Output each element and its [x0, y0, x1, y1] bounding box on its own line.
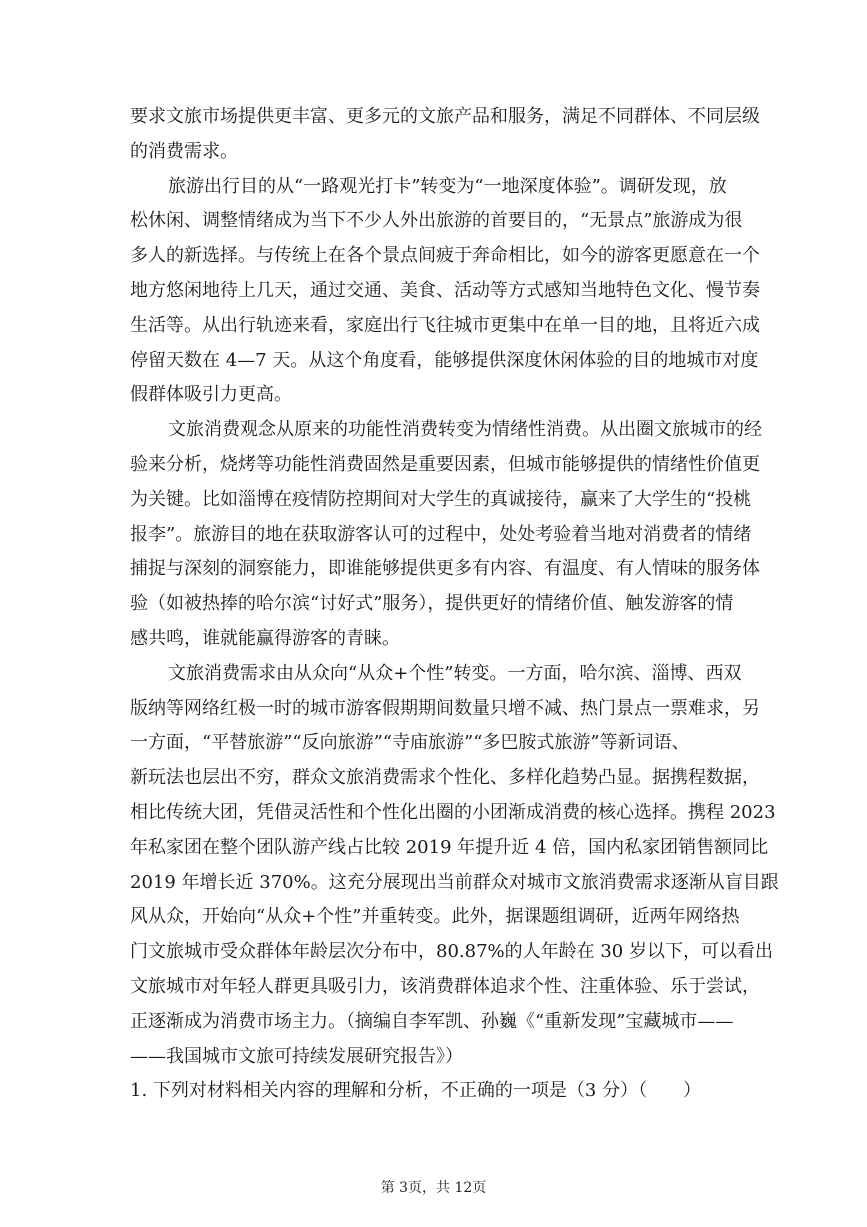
paragraph-line: 旅游出行目的从“一路观光打卡”转变为“一地深度体验”。调研发现，放 [168, 175, 727, 197]
paragraph-line: 文旅城市对年轻人群更具吸引力，该消费群体追求个性、注重体验、乐于尝试， [130, 975, 760, 997]
paragraph-line: 捕捉与深刻的洞察能力，即谁能够提供更多有内容、有温度、有人情味的服务体 [130, 558, 760, 580]
paragraph-line: 相比传统大团，凭借灵活性和个性化出圈的小团渐成消费的核心选择。携程 2023 [130, 801, 776, 823]
paragraph-line: 地方悠闲地待上几天，通过交通、美食、活动等方式感知当地特色文化、慢节奏 [130, 279, 760, 301]
paragraph-line: 新玩法也层出不穷，群众文旅消费需求个性化、多样化趋势凸显。据携程数据， [130, 767, 760, 789]
paragraph-line: 验（如被热捧的哈尔滨“讨好式”服务），提供更好的情绪价值、触发游客的情 [130, 593, 734, 615]
paragraph-line: 文旅消费观念从原来的功能性消费转变为情绪性消费。从出圈文旅城市的经 [168, 419, 762, 441]
paragraph-line: 风从众，开始向“从众+个性”并重转变。此外，据课题组调研，近两年网络热 [130, 906, 740, 928]
paragraph-line: 为关键。比如淄博在疫情防控期间对大学生的真诚接待，赢来了大学生的“投桃 [130, 488, 752, 510]
paragraph-line: 松休闲、调整情绪成为当下不少人外出旅游的首要目的，“无景点”旅游成为很 [130, 210, 743, 232]
paragraph-line: 停留天数在 4—7 天。从这个角度看，能够提供深度休闲体验的目的地城市对度 [130, 349, 759, 371]
article-body [130, 100, 779, 1109]
paragraph-line: 的消费需求。 [130, 140, 238, 162]
question-stem: 1. 下列对材料相关内容的理解和分析，不正确的一项是（3 分）（ ） [130, 1080, 702, 1102]
paragraph-line: 感共鸣，谁就能赢得游客的青睐。 [130, 627, 400, 649]
paragraph-line: 门文旅城市受众群体年龄层次分布中，80.87%的人年龄在 30 岁以下，可以看出 [130, 941, 773, 963]
paragraph-line: ——我国城市文旅可持续发展研究报告》） [130, 1045, 463, 1067]
paragraph-line: 报李”。旅游目的地在获取游客认可的过程中，处处考验着当地对消费者的情绪 [130, 523, 752, 545]
paragraph-line: 假群体吸引力更高。 [130, 384, 292, 406]
paragraph-line: 要求文旅市场提供更丰富、更多元的文旅产品和服务，满足不同群体、不同层级 [130, 106, 760, 127]
paragraph-line: 验来分析，烧烤等功能性消费固然是重要因素，但城市能够提供的情绪性价值更 [130, 453, 760, 475]
paragraph-line: 多人的新选择。与传统上在各个景点间疲于奔命相比，如今的游客更愿意在一个 [130, 245, 760, 267]
paragraph-line: 年私家团在整个团队游产线占比较 2019 年提升近 4 倍，国内私家团销售额同比 [130, 836, 769, 858]
paragraph-line: 生活等。从出行轨迹来看，家庭出行飞往城市更集中在单一目的地，且将近六成 [130, 314, 760, 336]
paragraph-line: 版纳等网络红极一时的城市游客假期期间数量只增不减、热门景点一票难求，另 [130, 697, 760, 719]
paragraph-line: 文旅消费需求由从众向“从众+个性”转变。一方面，哈尔滨、淄博、西双 [168, 662, 742, 684]
paragraph-line: 正逐渐成为消费市场主力。（摘编自李军凯、孙巍《“重新发现”宝藏城市—— [130, 1010, 734, 1032]
paragraph-line: 2019 年增长近 370%。这充分展现出当前群众对城市文旅消费需求逐渐从盲目跟 [130, 871, 779, 893]
paragraph-line: 一方面，“平替旅游”“反向旅游”“寺庙旅游”“多巴胺式旅游”等新词语、 [130, 732, 690, 754]
page-number-footer: 第 3页，共 12页 [380, 1180, 487, 1196]
